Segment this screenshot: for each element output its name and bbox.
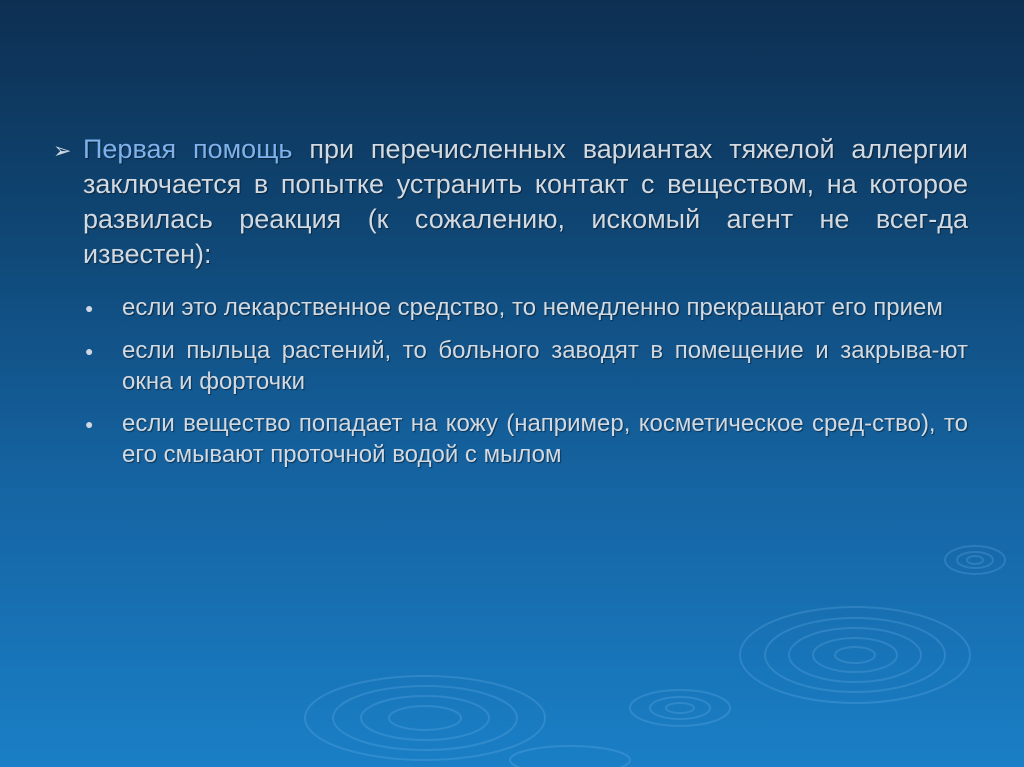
dot-bullet-icon: ● xyxy=(85,416,94,432)
list-item-text: если вещество попадает на кожу (например, косметическое сред-ство), то его смывают проточной водой с мылом xyxy=(122,410,968,468)
list-item xyxy=(53,292,968,324)
first-aid-highlight: Первая помощь xyxy=(83,134,293,164)
list-item-text: если пыльца растений, то больного заводят в помещение и закрыва-ют окна и форточки xyxy=(122,337,968,395)
main-paragraph-body: при перечисленных вариантах тяжелой аллергии заключается в попытке устранить контакт с веществом, на которое развилась реакция (к сожалению, искомый агент не всег-да известен): xyxy=(83,134,968,269)
list-item xyxy=(53,408,968,470)
dot-bullet-icon: ● xyxy=(85,300,94,316)
main-paragraph-text xyxy=(83,132,968,272)
list-item-text: если это лекарственное средство, то немедленно прекращают его прием xyxy=(122,294,943,321)
list-item xyxy=(53,335,968,397)
dot-bullet-icon: ● xyxy=(85,343,94,359)
main-paragraph xyxy=(53,132,968,272)
slide-content xyxy=(53,132,968,481)
arrow-bullet-icon: ➢ xyxy=(53,138,72,163)
sub-bullet-list xyxy=(53,292,968,470)
